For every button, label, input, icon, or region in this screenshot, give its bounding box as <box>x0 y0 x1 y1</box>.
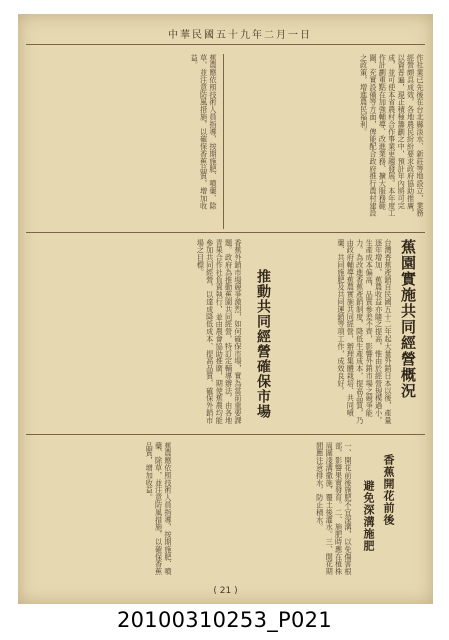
band-rule-1 <box>26 232 425 233</box>
article-title-2: 推動共同經營確保市場 <box>255 269 271 419</box>
article-body-left: 作社業已先後在台北縣淡水、新莊等地設立，業務經營頗具成效，各地農民紛紛要求政府協助推廣，以資普遍，現正積極籌劃之中，預計年內將可完成，並可使本省農村合作事業更趨發展。本年度工作計劃重點在加強輔導、改進業務、擴大服務範圍、充實設備等方面，俾能配合政府推行農村建設之政策，增進農民福利。 <box>359 54 425 217</box>
header-date: 中華民國五十九年二月一日 <box>168 30 312 41</box>
article-body-2: 香蕉外銷市場競爭激烈，如何確保市場，實為當前重要課題。政府為推動蕉園共同經營，特訂定輔導辦法，由各地青果合作社負責執行，並由農會協助推廣，期使蕉農均能參加共同經營，以達成降低成本、提高品質、確保外銷市場之目標。 <box>196 239 243 424</box>
article-subtitle-4: 避免深溝施肥 <box>362 480 375 552</box>
scanned-page <box>18 14 433 604</box>
article-body-4: 蕉農應依照技術人員指導，按期施肥、噴藥、除草，並注意防風措施，以確保香蕉品質，增加收益。 <box>145 442 173 576</box>
article-body-upper-left: 蕉農應依照技術人員指導，按期施肥、噴藥、除草，並注意防風措施，以確保香蕉品質，增加收益。 <box>190 54 218 210</box>
header-rule <box>26 44 425 45</box>
column-divider <box>223 54 224 229</box>
band-rule-2 <box>26 434 425 435</box>
image-caption: 20100310253_P021 <box>116 608 332 632</box>
article-title-1: 蕉園實施共同經營概況 <box>399 239 417 399</box>
article-body-3: 一、開花前後施肥不宜深溝，以免傷害根部，影響果實發育。二、施肥時應在植株周圍淺溝撒施，覆土後灌水。三、開花期間應注意排水，防止積水。 <box>315 442 353 576</box>
page-header <box>18 20 433 46</box>
page-number: ( 21 ) <box>213 586 238 596</box>
article-subtitle-3: 香蕉開花前後 <box>382 454 395 526</box>
article-body-1: 台灣香蕉產銷自民國五十二年起大量外銷日本以後，產量逐年增加，蕉農收益亦隨之提高，惟由於經營規模過小，生產成本偏高，品質參差不齊，影響外銷市場之競爭能力。為改進香蕉產銷制度，降低生產成本，提高品質，乃由政府輔導蕉農實施共同經營，辦理集體栽培、共同噴藥、共同施肥及共同運銷等項工作，成效良好。 <box>336 239 393 424</box>
